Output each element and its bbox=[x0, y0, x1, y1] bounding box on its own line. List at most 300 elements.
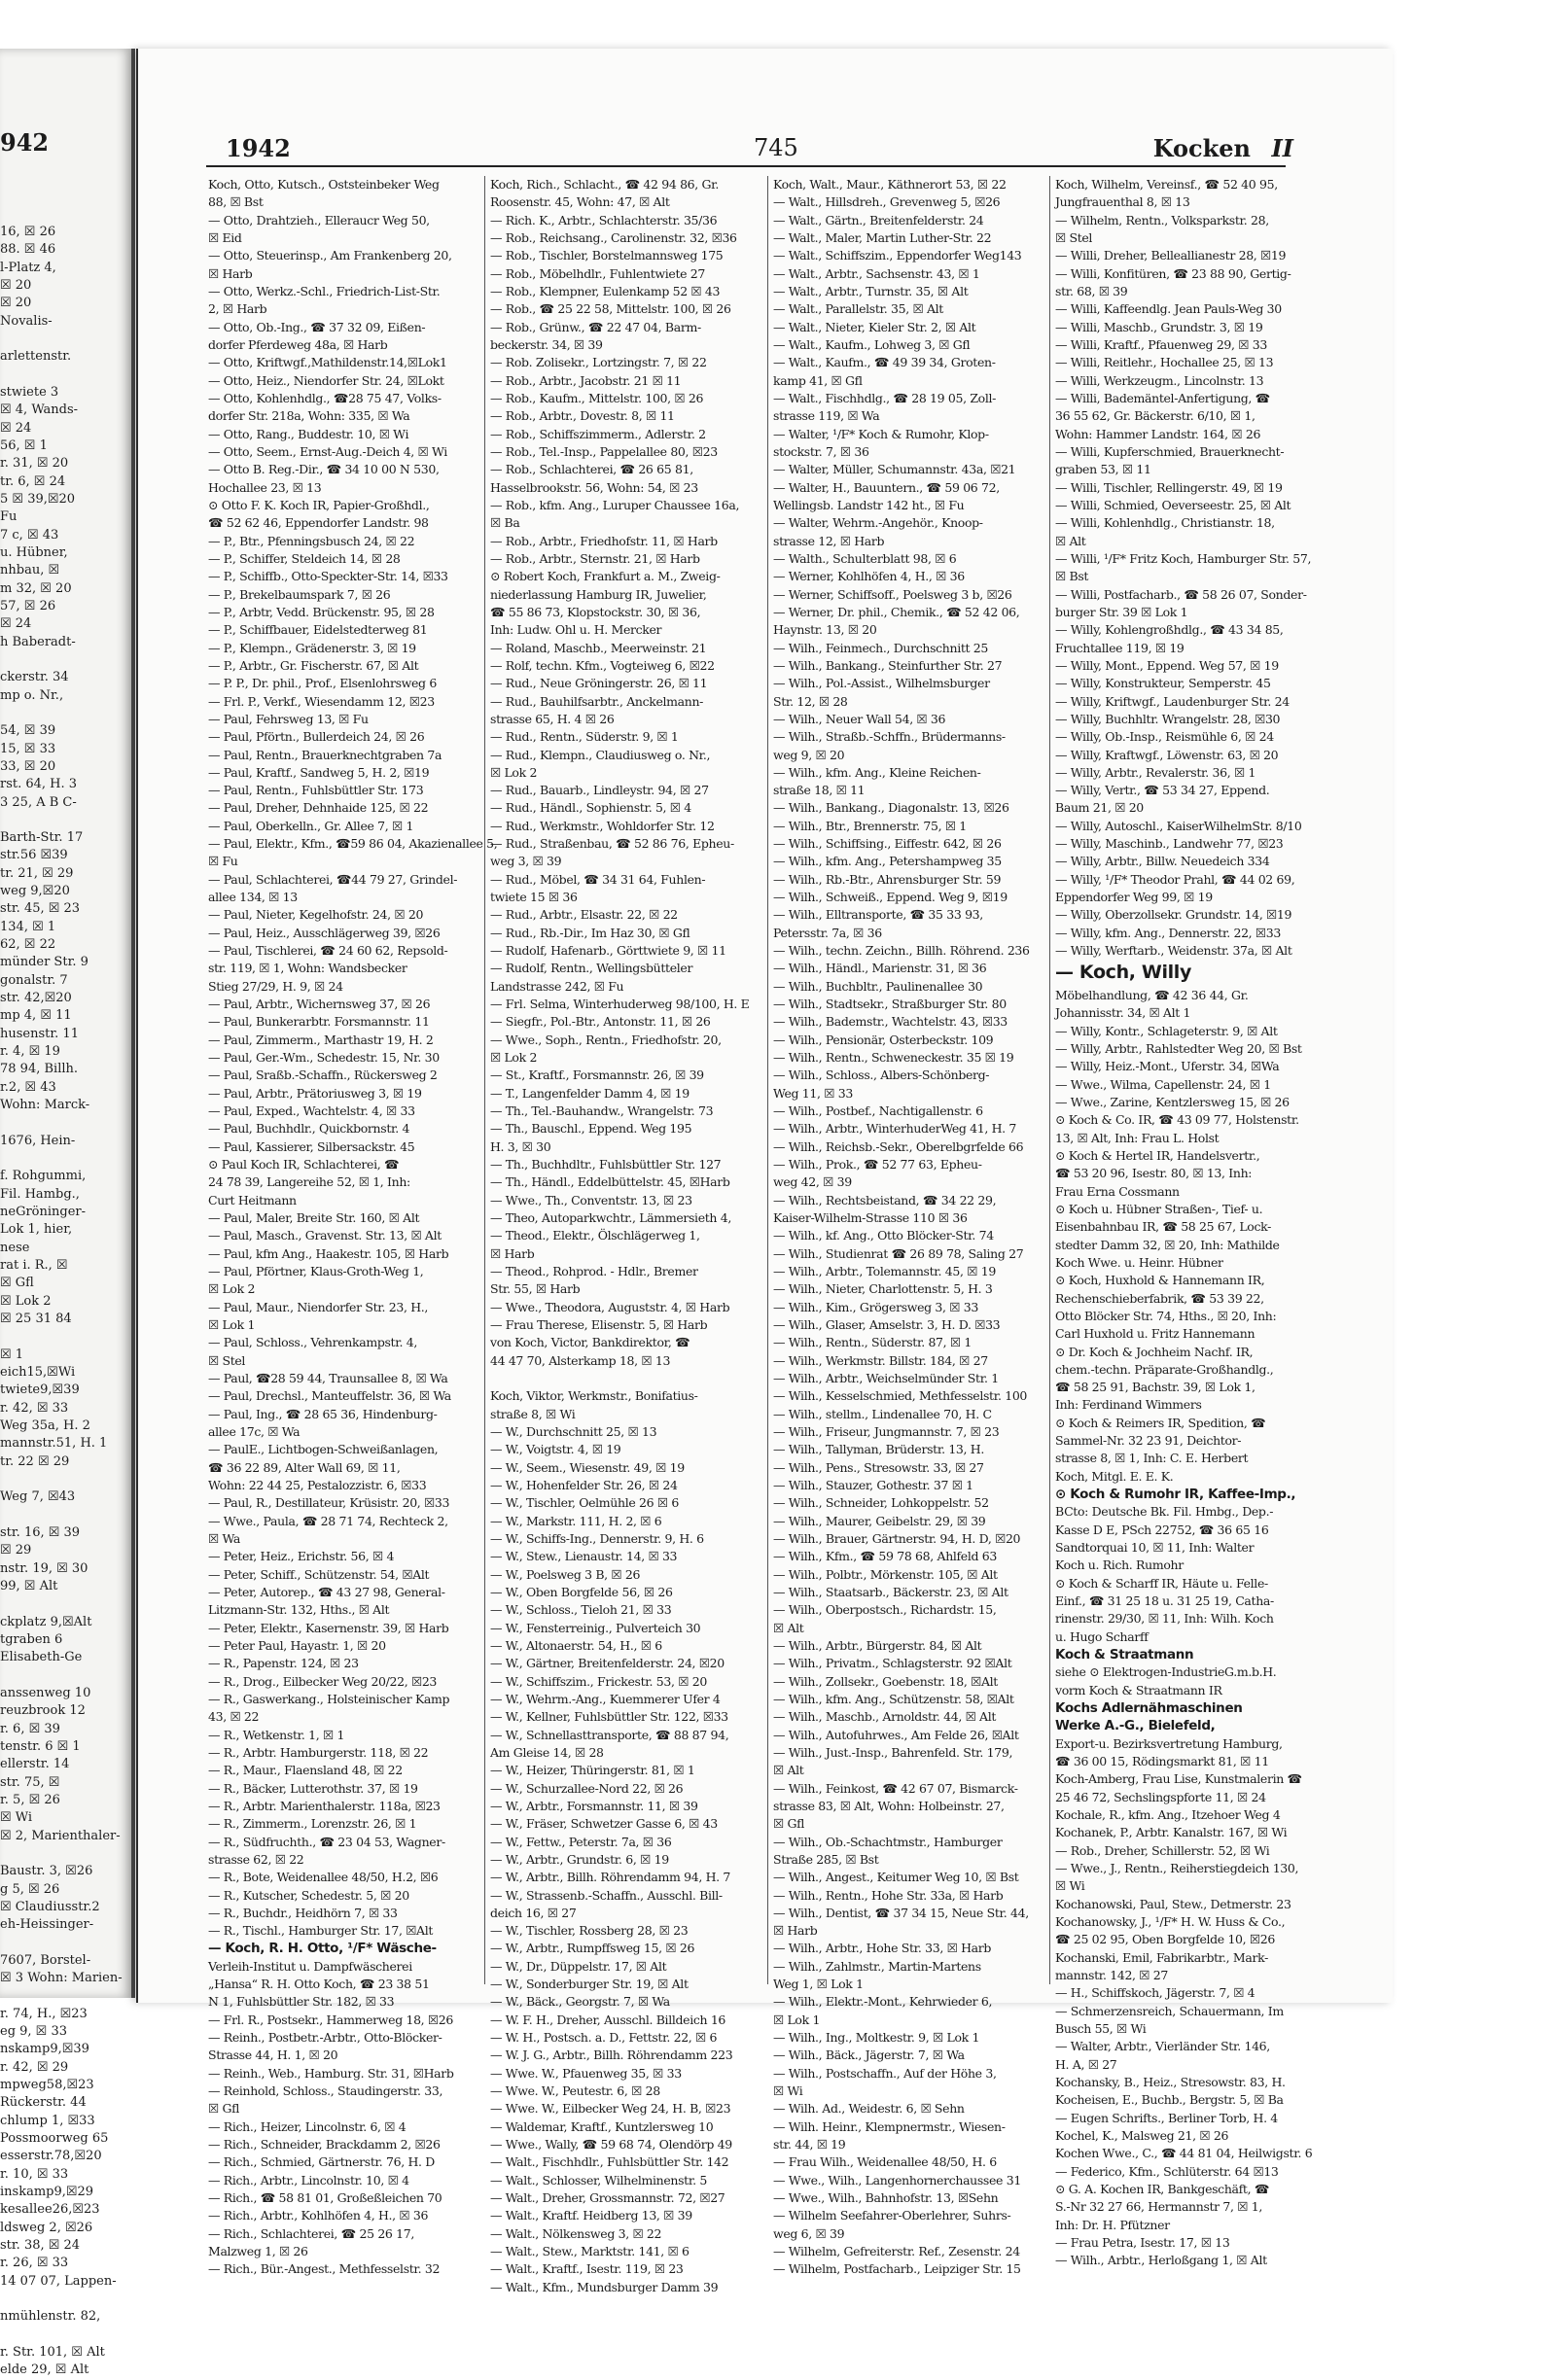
directory-entry-line: — Otto, Seem., Ernst-Aug.-Deich 4, ☒ Wi bbox=[208, 443, 447, 459]
directory-entry-line: siehe ⊙ Elektrogen-IndustrieG.m.b.H. bbox=[1055, 1664, 1277, 1680]
directory-entry-line: Petersstr. 7a, ☒ 36 bbox=[773, 925, 882, 940]
directory-entry-line: — Paul, Drechsl., Manteuffelstr. 36, ☒ Wa bbox=[208, 1388, 451, 1404]
directory-entry-line: — Wilh., Ing., Moltkestr. 9, ☒ Lok 1 bbox=[773, 2030, 980, 2046]
directory-entry-line: — Wilh., Just.-Insp., Bahrenfeld. Str. 179, bbox=[773, 1744, 1013, 1760]
left-page-line: Baustr. 3, ☒26 bbox=[0, 1864, 93, 1879]
directory-entry-line: — Rob., Tel.-Insp., Pappelallee 80, ☒23 bbox=[490, 443, 718, 459]
left-page-line: str. 42,☒20 bbox=[0, 991, 72, 1006]
directory-entry-line: — Willi, Postfacharb., ☎ 58 26 07, Sonder- bbox=[1055, 586, 1307, 602]
directory-entry-line: — Wilh., Arbtr., Tolemannstr. 45, ☒ 19 bbox=[773, 1264, 996, 1279]
left-page-line: ☒ Claudiusstr.2 bbox=[0, 1899, 100, 1914]
directory-entry-line: u. Hugo Scharff bbox=[1055, 1628, 1149, 1644]
directory-entry-line: — Willy, Vertr., ☎ 53 34 27, Eppend. bbox=[1055, 783, 1270, 798]
left-page-line: Elisabeth-Ge bbox=[0, 1650, 83, 1665]
left-page-line bbox=[0, 1150, 128, 1168]
directory-entry-line: — W., Oben Borgfelde 56, ☒ 26 bbox=[490, 1584, 673, 1599]
directory-entry-line: Eppendorfer Weg 99, ☒ 19 bbox=[1055, 890, 1213, 905]
directory-entry-line: — Wilh., Zahlmstr., Martin-Martens bbox=[773, 1958, 981, 1974]
directory-entry-line: — Eugen Schrifts., Berliner Torb, H. 4 bbox=[1055, 2110, 1278, 2125]
directory-entry-line: — Rich., Arbtr., Lincolnstr. 10, ☒ 4 bbox=[208, 2172, 409, 2188]
left-page-line bbox=[0, 1935, 128, 1952]
directory-entry-line: 43, ☒ 22 bbox=[208, 1709, 260, 1725]
directory-entry-line: ⊙ Koch & Co. IR, ☎ 43 09 77, Holstenstr. bbox=[1055, 1112, 1299, 1128]
directory-entry-line: — Willy, Oberzollsekr. Grundstr. 14, ☒19 bbox=[1055, 907, 1292, 923]
directory-entry-line: — Paul, Buchhdlr., Quickbornstr. 4 bbox=[208, 1121, 410, 1137]
directory-entry-line: — Wilh., Kfm., ☎ 59 78 68, Ahlfeld 63 bbox=[773, 1549, 997, 1564]
left-page-line: 78 94, Billh. bbox=[0, 1062, 79, 1077]
directory-entry-line: — Theod., Elektr., Ölschlägerweg 1, bbox=[490, 1228, 700, 1243]
directory-entry-line: Koch, Walt., Maur., Käthnerort 53, ☒ 22 bbox=[773, 177, 1007, 192]
directory-entry-line: Kochansky, B., Heiz., Stresowstr. 83, H. bbox=[1055, 2074, 1286, 2089]
directory-entry-line: Weg 1, ☒ Lok 1 bbox=[773, 1977, 864, 1992]
directory-entry-line: Kaiser-Wilhelm-Strasse 110 ☒ 36 bbox=[773, 1210, 968, 1226]
left-page-line: ckerstr. 34 bbox=[0, 670, 69, 685]
left-page-line: nskamp9,☒39 bbox=[0, 2042, 89, 2057]
directory-entry-line: — H., Schiffskoch, Jägerstr. 7, ☒ 4 bbox=[1055, 1985, 1255, 2001]
left-page-line: Fil. Hambg., bbox=[0, 1186, 80, 1202]
directory-entry-line: — Paul, Dreher, Dehnhaide 125, ☒ 22 bbox=[208, 800, 429, 816]
directory-entry-line: — Willi, Kupferschmied, Brauerknecht- bbox=[1055, 443, 1285, 459]
directory-entry-line: — Paul, Pförtner, Klaus-Groth-Weg 1, bbox=[208, 1264, 424, 1279]
directory-entry-line: — Wilh., Pensionär, Osterbeckstr. 109 bbox=[773, 1032, 994, 1047]
directory-entry-line: — W., Schiffszim., Frickestr. 53, ☒ 20 bbox=[490, 1673, 707, 1689]
directory-entry-line: — Schmerzensreich, Schauermann, Im bbox=[1055, 2003, 1284, 2018]
directory-entry-line: — Rud., Rb.-Dir., Im Haz 30, ☒ Gfl bbox=[490, 925, 690, 940]
left-page-line: ☒ 2, Marienthaler- bbox=[0, 1828, 121, 1843]
directory-entry-line: — P., Arbtr, Vedd. Brückenstr. 95, ☒ 28 bbox=[208, 604, 435, 619]
directory-entry-line: — Wilh., Stadtsekr., Straßburger Str. 80 bbox=[773, 997, 1007, 1012]
directory-entry-line: — Waldemar, Kraftf., Kuntzlersweg 10 bbox=[490, 2118, 714, 2134]
directory-entry-line: twiete 15 ☒ 36 bbox=[490, 890, 578, 905]
directory-entry-line: str. 119, ☒ 1, Wohn: Wandsbecker bbox=[208, 961, 407, 976]
directory-entry-line: Export-u. Bezirksvertretung Hamburg, bbox=[1055, 1735, 1283, 1751]
directory-entry-line: — Rud., Bauhilfsarbtr., Anckelmann- bbox=[490, 693, 704, 709]
directory-entry-line: ☒ Alt bbox=[1055, 533, 1086, 548]
left-page-line bbox=[0, 2291, 128, 2308]
directory-entry-line: — Wilh., Arbtr., Bürgerstr. 84, ☒ Alt bbox=[773, 1637, 982, 1653]
directory-entry-line: — Walt., Schiffszim., Eppendorfer Weg143 bbox=[773, 248, 1022, 263]
left-page-line: eg 9, ☒ 33 bbox=[0, 2024, 68, 2040]
directory-entry-line: — PaulE., Lichtbogen-Schweißanlagen, bbox=[208, 1442, 439, 1457]
left-page-line bbox=[0, 1507, 128, 1524]
directory-entry-line: — Walt., Stew., Marktstr. 141, ☒ 6 bbox=[490, 2244, 690, 2259]
directory-entry-line: Frau Erna Cossmann bbox=[1055, 1183, 1180, 1199]
directory-entry-line: — Rob. Zolisekr., Lortzingstr. 7, ☒ 22 bbox=[490, 355, 707, 370]
directory-entry-line: — Walter, Müller, Schumannstr. 43a, ☒21 bbox=[773, 462, 1016, 477]
directory-entry-line: ⊙ Koch & Rumohr IR, Kaffee-Imp., bbox=[1055, 1487, 1296, 1503]
directory-entry-line: — Rud., Händl., Sophienstr. 5, ☒ 4 bbox=[490, 800, 691, 816]
directory-entry-line: — Rich., Schneider, Brackdamm 2, ☒26 bbox=[208, 2137, 441, 2152]
directory-entry-line: — Wwe., Wally, ☎ 59 68 74, Olendörp 49 bbox=[490, 2137, 732, 2152]
directory-entry-line: — W., Strassenb.-Schaffn., Ausschl. Bill- bbox=[490, 1887, 723, 1903]
directory-entry-line: — Otto, Kriftwgf.,Mathildenstr.14,☒Lok1 bbox=[208, 355, 447, 370]
directory-entry-line: — Willy, kfm. Ang., Dennerstr. 22, ☒33 bbox=[1055, 925, 1281, 940]
left-page-line: str. 16, ☒ 39 bbox=[0, 1524, 81, 1540]
directory-entry-line: — P., Arbtr., Gr. Fischerstr. 67, ☒ Alt bbox=[208, 657, 419, 673]
directory-entry-line: — Willy, Kriftwgf., Laudenburger Str. 24 bbox=[1055, 693, 1290, 709]
directory-entry-line: Fruchtallee 119, ☒ 19 bbox=[1055, 640, 1185, 655]
left-page-line: 54, ☒ 39 bbox=[0, 723, 56, 739]
directory-entry-line: Kocheisen, E., Buchb., Bergstr. 5, ☒ Ba bbox=[1055, 2092, 1284, 2108]
left-page-line bbox=[0, 651, 128, 669]
directory-entry-line: — Paul, Fehrsweg 13, ☒ Fu bbox=[208, 711, 369, 726]
directory-entry-line: Straße 285, ☒ Bst bbox=[773, 1851, 879, 1867]
left-page-line: Possmoorweg 65 bbox=[0, 2131, 109, 2147]
directory-entry-line: — Rud., Möbel, ☎ 34 31 64, Fuhlen- bbox=[490, 871, 706, 887]
left-page-line: elde 29, ☒ Alt bbox=[0, 2362, 89, 2378]
left-page-line: ☒ Gfl bbox=[0, 1276, 34, 1291]
directory-entry-line: Hochallee 23, ☒ 13 bbox=[208, 479, 322, 495]
left-page-line: rat i. R., ☒ bbox=[0, 1258, 68, 1274]
directory-entry-line: — Wilh., Rentn., Süderstr. 87, ☒ 1 bbox=[773, 1335, 972, 1350]
directory-entry-line: — Peter, Schiff., Schützenstr. 54, ☒Alt bbox=[208, 1566, 430, 1582]
directory-entry-line: — Willy, Autoschl., KaiserWilhelmStr. 8/10 bbox=[1055, 818, 1302, 833]
left-page-line bbox=[0, 1595, 128, 1613]
directory-entry-line: Wellingsb. Landstr 142 ht., ☒ Fu bbox=[773, 497, 965, 512]
directory-entry-line: H. 3, ☒ 30 bbox=[490, 1138, 551, 1154]
directory-entry-line: Wohn: Hammer Landstr. 164, ☒ 26 bbox=[1055, 426, 1261, 441]
directory-entry-line: — Wilh., Schweiß., Eppend. Weg 9, ☒19 bbox=[773, 890, 1008, 905]
directory-entry-line: Carl Huxhold u. Fritz Hannemann bbox=[1055, 1326, 1255, 1342]
left-page-line: r. 26, ☒ 33 bbox=[0, 2256, 69, 2271]
directory-entry-line: — W., Kellner, Fuhlsbüttler Str. 122, ☒33 bbox=[490, 1709, 728, 1725]
directory-entry-line: — Walter, Arbtr., Vierländer Str. 146, bbox=[1055, 2039, 1270, 2054]
directory-entry-line: — W., Arbtr., Grundstr. 6, ☒ 19 bbox=[490, 1851, 669, 1867]
directory-entry-line: — W., Schloss., Tieloh 21, ☒ 33 bbox=[490, 1602, 672, 1618]
directory-entry-line: 13, ☒ Alt, Inh: Frau L. Holst bbox=[1055, 1130, 1220, 1145]
directory-entry-line: — Wwe. W., Pfauenweg 35, ☒ 33 bbox=[490, 2065, 682, 2081]
directory-entry-line: — Wwe., Wilh., Langenhornerchaussee 31 bbox=[773, 2172, 1021, 2188]
directory-entry-line: straße 8, ☒ Wi bbox=[490, 1406, 576, 1421]
directory-entry-line: — Paul, Rentn., Fuhlsbüttler Str. 173 bbox=[208, 783, 424, 798]
directory-entry-line: — Wilh., Stauzer, Gothestr. 37 ☒ 1 bbox=[773, 1477, 973, 1492]
left-page-line: u. Hübner, bbox=[0, 544, 68, 560]
directory-entry-line: — Wilh., Schloss., Albers-Schönberg- bbox=[773, 1068, 990, 1083]
left-page-line: anssenweg 10 bbox=[0, 1685, 91, 1700]
directory-entry-line: — Wilh., Schneider, Lohkoppelstr. 52 bbox=[773, 1495, 989, 1511]
left-page-line: mp o. Nr., bbox=[0, 687, 64, 703]
directory-entry-line: — T., Langenfelder Damm 4, ☒ 19 bbox=[490, 1085, 690, 1101]
left-page-fragment bbox=[0, 49, 135, 2378]
directory-entry-line: — W., Heizer, Thüringerstr. 81, ☒ 1 bbox=[490, 1763, 695, 1778]
directory-entry-line: — Willy, Arbtr., Billw. Neuedeich 334 bbox=[1055, 854, 1270, 869]
column-divider bbox=[484, 176, 485, 1984]
directory-entry-line: — Wilh., Neuer Wall 54, ☒ 36 bbox=[773, 711, 946, 726]
column-divider bbox=[767, 176, 768, 1984]
directory-entry-line: — Otto, Ob.-Ing., ☎ 37 32 09, Eißen- bbox=[208, 319, 426, 334]
directory-entry-line: ☒ Gfl bbox=[773, 1816, 805, 1832]
column-divider bbox=[1049, 176, 1050, 1984]
directory-entry-line: Strasse 44, H. 1, ☒ 20 bbox=[208, 2048, 338, 2063]
directory-entry-line: — Walter, H., Bauuntern., ☎ 59 06 72, bbox=[773, 479, 1000, 495]
directory-entry-line: — Wwe. W., Peutestr. 6, ☒ 28 bbox=[490, 2083, 660, 2099]
left-page-line: ☒ 1 bbox=[0, 1347, 24, 1362]
directory-entry-line: strasse 12, ☒ Harb bbox=[773, 533, 885, 548]
directory-entry-line: — Rich. K., Arbtr., Schlachterstr. 35/36 bbox=[490, 212, 718, 228]
directory-entry-line: — Wwe., J., Rentn., Reiherstiegdeich 130, bbox=[1055, 1861, 1299, 1876]
directory-entry-line: Kochanowski, Paul, Stew., Detmerstr. 23 bbox=[1055, 1896, 1291, 1911]
directory-entry-line: Werke A.-G., Bielefeld, bbox=[1055, 1718, 1216, 1734]
directory-entry-line: — W., Poelsweg 3 B, ☒ 26 bbox=[490, 1566, 641, 1582]
directory-entry-line: weg 3, ☒ 39 bbox=[490, 854, 562, 869]
directory-entry-line: Koch-Amberg, Frau Lise, Kunstmalerin ☎ bbox=[1055, 1771, 1302, 1787]
left-page-line: h Baberadt- bbox=[0, 634, 76, 649]
directory-entry-line: — W., Hohenfelder Str. 26, ☒ 24 bbox=[490, 1477, 678, 1492]
directory-entry-line: ☒ Stel bbox=[208, 1352, 246, 1368]
directory-entry-line: — Frl. P., Verkf., Wiesendamm 12, ☒23 bbox=[208, 693, 435, 709]
directory-entry-line: 25 46 72, Sechslingspforte 11, ☒ 24 bbox=[1055, 1789, 1266, 1804]
directory-entry-line: — Theod., Rohprod. - Hdlr., Bremer bbox=[490, 1264, 698, 1279]
left-page-line: nstr. 19, ☒ 30 bbox=[0, 1560, 88, 1576]
directory-entry-line: — Wilh., Schiffsing., Eiffestr. 642, ☒ 26 bbox=[773, 836, 1002, 852]
directory-entry-line: — Willi, Schmied, Oeverseestr. 25, ☒ Alt bbox=[1055, 497, 1291, 512]
directory-entry-line: — W., Voigtstr. 4, ☒ 19 bbox=[490, 1442, 621, 1457]
directory-entry-line: ☎ 53 20 96, Isestr. 80, ☒ 13, Inh: bbox=[1055, 1166, 1253, 1181]
directory-entry-line: dorfer Pferdeweg 48a, ☒ Harb bbox=[208, 336, 388, 352]
directory-entry-line: — Willy, Arbtr., Rahlstedter Weg 20, ☒ Bst bbox=[1055, 1040, 1302, 1056]
directory-entry-line: ☒ Harb bbox=[208, 265, 253, 281]
left-page-line: 99, ☒ Alt bbox=[0, 1578, 58, 1593]
left-page-year: 942 bbox=[0, 128, 50, 157]
left-page-line: arlettenstr. bbox=[0, 349, 72, 365]
directory-entry-line: — Willi, Tischler, Rellingerstr. 49, ☒ 19 bbox=[1055, 479, 1283, 495]
directory-entry-line: — Wilh., kf. Ang., Otto Blöcker-Str. 74 bbox=[773, 1228, 994, 1243]
directory-entry-line: Wohn: 22 44 25, Pestalozzistr. 6, ☒33 bbox=[208, 1477, 427, 1492]
guide-word: Kocken bbox=[1152, 134, 1251, 162]
directory-entry-line: — W., Altonaerstr. 54, H., ☒ 6 bbox=[490, 1637, 662, 1653]
directory-entry-line: — Willy, Arbtr., Revalerstr. 36, ☒ 1 bbox=[1055, 764, 1256, 780]
directory-entry-line: — Willi, Maschb., Grundstr. 3, ☒ 19 bbox=[1055, 319, 1263, 334]
directory-entry-line: Stieg 27/29, H. 9, ☒ 24 bbox=[208, 978, 343, 994]
left-page-line: 88. ☒ 46 bbox=[0, 242, 56, 258]
left-page-line: ☒ 4, Wands- bbox=[0, 402, 79, 418]
directory-entry-line: — R., Arbtr. Marienthalerstr. 118a, ☒23 bbox=[208, 1798, 441, 1813]
directory-entry-line: — Wilh., Privatm., Schlagsterstr. 92 ☒Alt bbox=[773, 1656, 1012, 1671]
left-page-line: ☒ Wi bbox=[0, 1810, 33, 1826]
directory-entry-line: — Wilh., Zollsekr., Goebenstr. 18, ☒Alt bbox=[773, 1673, 998, 1689]
left-page-line: ☒ 20 bbox=[0, 277, 32, 293]
directory-entry-line: weg 6, ☒ 39 bbox=[773, 2225, 845, 2241]
left-page-line: eh-Heissinger- bbox=[0, 1917, 94, 1933]
directory-entry-line: Sandtorquai 10, ☒ 11, Inh: Walter bbox=[1055, 1540, 1255, 1556]
directory-entry-line: — Wilh., Rentn., Hohe Str. 33a, ☒ Harb bbox=[773, 1887, 1004, 1903]
directory-entry-line: strasse 62, ☒ 22 bbox=[208, 1851, 304, 1867]
directory-entry-line: — R., Zimmerm., Lorenzstr. 26, ☒ 1 bbox=[208, 1816, 417, 1832]
directory-entry-line: — W., Bäck., Georgstr. 7, ☒ Wa bbox=[490, 1994, 670, 2010]
directory-entry-line: — Wilh., Elltransporte, ☎ 35 33 93, bbox=[773, 907, 983, 923]
left-page-line: nese bbox=[0, 1240, 30, 1255]
directory-entry-line: 2, ☒ Harb bbox=[208, 301, 267, 317]
directory-entry-line: — R., Arbtr. Hamburgerstr. 118, ☒ 22 bbox=[208, 1744, 429, 1760]
directory-entry-line: — P. P., Dr. phil., Prof., Elsenlohrsweg 6 bbox=[208, 676, 437, 691]
directory-entry-line: — Rich., Schlachterei, ☎ 25 26 17, bbox=[208, 2225, 414, 2241]
left-page-line: ☒ 29 bbox=[0, 1543, 32, 1558]
directory-entry-line: ☎ 36 22 89, Alter Wall 69, ☒ 11, bbox=[208, 1459, 401, 1475]
left-page-line: inskamp9,☒29 bbox=[0, 2185, 94, 2200]
directory-entry-line: — Wilh., Prok., ☎ 52 77 63, Epheu- bbox=[773, 1157, 982, 1172]
directory-entry-line: — Walt., Kaufm., ☎ 49 39 34, Groten- bbox=[773, 355, 996, 370]
directory-entry-line: — Willi, ¹/F* Fritz Koch, Hamburger Str. 57, bbox=[1055, 550, 1312, 566]
directory-entry-line: — Rob., Tischler, Borstelmannsweg 175 bbox=[490, 248, 724, 263]
left-page-line: mannstr.51, H. 1 bbox=[0, 1436, 108, 1452]
directory-entry-line: Roosenstr. 45, Wohn: 47, ☒ Alt bbox=[490, 194, 670, 210]
directory-entry-line: — Walt., Kraftf., Isestr. 119, ☒ 23 bbox=[490, 2261, 684, 2277]
directory-entry-line: ⊙ Dr. Koch & Jochheim Nachf. IR, bbox=[1055, 1344, 1254, 1359]
directory-entry-line: Hasselbrookstr. 56, Wohn: 54, ☒ 23 bbox=[490, 479, 698, 495]
directory-entry-line: ⊙ Paul Koch IR, Schlachterei, ☎ bbox=[208, 1157, 400, 1172]
directory-entry-line: — Paul, Arbtr., Wichernsweg 37, ☒ 26 bbox=[208, 997, 431, 1012]
directory-entry-line: deich 16, ☒ 27 bbox=[490, 1905, 577, 1920]
directory-entry-line: — Walt., Maler, Martin Luther-Str. 22 bbox=[773, 229, 992, 245]
left-page-line bbox=[0, 331, 128, 348]
left-page-line: l-Platz 4, bbox=[0, 260, 56, 275]
directory-entry-line: — Werner, Kohlhöfen 4, H., ☒ 36 bbox=[773, 569, 965, 584]
directory-entry-line: — Rob., Dreher, Schillerstr. 52, ☒ Wi bbox=[1055, 1842, 1270, 1858]
directory-entry-line: — W., Schiffs-Ing., Dennerstr. 9, H. 6 bbox=[490, 1530, 704, 1546]
directory-entry-line: Koch, Otto, Kutsch., Oststeinbeker Weg bbox=[208, 177, 440, 192]
directory-entry-line: — R., Kutscher, Schedestr. 5, ☒ 20 bbox=[208, 1887, 409, 1903]
directory-entry-line: — Paul, Rentn., Brauerknechtgraben 7a bbox=[208, 747, 442, 762]
directory-entry-line: — Th., Buchhdltr., Fuhlsbüttler Str. 127 bbox=[490, 1157, 722, 1172]
directory-entry-line: — Walt., Nieter, Kieler Str. 2, ☒ Alt bbox=[773, 319, 976, 334]
left-page-line: 57, ☒ 26 bbox=[0, 598, 56, 613]
directory-entry-line: — Paul, Masch., Gravenst. Str. 13, ☒ Alt bbox=[208, 1228, 442, 1243]
directory-entry-line: Koch u. Rich. Rumohr bbox=[1055, 1558, 1184, 1573]
left-page-line: ☒ 24 bbox=[0, 420, 32, 436]
directory-entry-line: Inh: Dr. H. Pfützner bbox=[1055, 2217, 1170, 2232]
directory-entry-line: ⊙ Koch & Hertel IR, Handelsvertr., bbox=[1055, 1147, 1260, 1163]
directory-entry-line: — Rob., Kaufm., Mittelstr. 100, ☒ 26 bbox=[490, 390, 704, 405]
left-page-line bbox=[0, 1114, 128, 1132]
directory-entry-line: 36 55 62, Gr. Bäckerstr. 6/10, ☒ 1, bbox=[1055, 408, 1255, 424]
left-page-line: r. 4, ☒ 19 bbox=[0, 1044, 60, 1060]
directory-entry-line: — Rolf, techn. Kfm., Vogteiweg 6, ☒22 bbox=[490, 657, 715, 673]
directory-entry-line: stedter Damm 32, ☒ 20, Inh: Mathilde bbox=[1055, 1237, 1280, 1252]
directory-entry-line: — Wilh., Ob.-Schachtmstr., Hamburger bbox=[773, 1834, 1003, 1849]
left-page-line: 56, ☒ 1 bbox=[0, 438, 48, 453]
header-rule bbox=[206, 165, 1286, 167]
left-page-line bbox=[0, 2327, 128, 2344]
directory-entry-line: — Frl. R., Postsekr., Hammerweg 18, ☒26 bbox=[208, 2012, 453, 2027]
left-page-line: ellerstr. 14 bbox=[0, 1757, 70, 1772]
directory-entry-line: strasse 119, ☒ Wa bbox=[773, 408, 880, 424]
directory-entry-line: — Wilh., stellm., Lindenallee 70, H. C bbox=[773, 1406, 992, 1421]
directory-entry-line: — Willi, Reitlehr., Hochallee 25, ☒ 13 bbox=[1055, 355, 1274, 370]
directory-entry-line: — Paul, Zimmerm., Marthastr 19, H. 2 bbox=[208, 1032, 434, 1047]
directory-entry-line: — Wilh., Händl., Marienstr. 31, ☒ 36 bbox=[773, 961, 987, 976]
directory-entry-line: ⊙ Koch & Reimers IR, Spedition, ☎ bbox=[1055, 1415, 1266, 1430]
directory-entry-line: — W., Arbtr., Forsmannstr. 11, ☒ 39 bbox=[490, 1798, 698, 1813]
directory-entry-line: — Rud., Neue Gröningerstr. 26, ☒ 11 bbox=[490, 676, 708, 691]
directory-entry-line: — Rudolf, Hafenarb., Görttwiete 9, ☒ 11 bbox=[490, 943, 726, 959]
directory-entry-line: — R., Wetkenstr. 1, ☒ 1 bbox=[208, 1727, 345, 1742]
left-page-line: r. 5, ☒ 26 bbox=[0, 1792, 60, 1807]
directory-entry-line: — R., Bäcker, Lutterothstr. 37, ☒ 19 bbox=[208, 1780, 418, 1796]
left-page-line: tgraben 6 bbox=[0, 1631, 63, 1647]
directory-entry-line: — Walter, ¹/F* Koch & Rumohr, Klop- bbox=[773, 426, 989, 441]
left-page-line: Wohn: Marck- bbox=[0, 1098, 90, 1113]
directory-entry-line: ☒ Harb bbox=[773, 1923, 818, 1939]
left-page-line: eich15,☒Wi bbox=[0, 1365, 76, 1380]
directory-entry-line: weg 9, ☒ 20 bbox=[773, 747, 845, 762]
directory-entry-line: Kochanski, Emil, Fabrikarbtr., Mark- bbox=[1055, 1949, 1268, 1965]
directory-entry-line: — Paul, Kassierer, Silbersackstr. 45 bbox=[208, 1138, 415, 1154]
directory-entry-line: — Wilh. Ad., Weidestr. 6, ☒ Sehn bbox=[773, 2101, 965, 2117]
directory-entry-line: — P., Btr., Pfenningsbusch 24, ☒ 22 bbox=[208, 533, 415, 548]
directory-entry-line: straße 18, ☒ 11 bbox=[773, 783, 866, 798]
directory-entry-line: — Wwe., Theodora, Auguststr. 4, ☒ Harb bbox=[490, 1299, 730, 1314]
directory-entry-line: ⊙ Koch & Scharff IR, Häute u. Felle- bbox=[1055, 1575, 1268, 1591]
directory-entry-line: ☒ Eid bbox=[208, 229, 242, 245]
directory-entry-line: ☒ Alt bbox=[773, 1763, 804, 1778]
directory-entry-line: — Rud., Werkmstr., Wohldorfer Str. 12 bbox=[490, 818, 715, 833]
directory-entry-line: Sammel-Nr. 32 23 91, Deichtor- bbox=[1055, 1433, 1242, 1449]
directory-entry-line: — Paul, Tischlerei, ☎ 24 60 62, Repsold- bbox=[208, 943, 448, 959]
directory-entry-line: — Wilh., Friseur, Jungmannstr. 7, ☒ 23 bbox=[773, 1423, 1000, 1439]
directory-entry-line: — Wilh., Pens., Stresowstr. 33, ☒ 27 bbox=[773, 1459, 984, 1475]
directory-entry-line: vorm Koch & Straatmann IR bbox=[1055, 1682, 1222, 1698]
left-page-line: twiete9,☒39 bbox=[0, 1382, 80, 1398]
directory-entry-line: ☒ Wa bbox=[208, 1530, 240, 1546]
directory-entry-line: — Otto B. Reg.-Dir., ☎ 34 10 00 N 530, bbox=[208, 462, 440, 477]
directory-entry-line: strasse 65, H. 4 ☒ 26 bbox=[490, 711, 615, 726]
directory-entry-line: allee 17c, ☒ Wa bbox=[208, 1423, 301, 1439]
directory-entry-line: — Wilh., Oberpostsch., Richardstr. 15, bbox=[773, 1602, 997, 1618]
left-page-line: mpweg58,☒23 bbox=[0, 2078, 94, 2093]
left-page-line: 1676, Hein- bbox=[0, 1133, 76, 1148]
directory-entry-line: — Wilh., Postschaffn., Auf der Höhe 3, bbox=[773, 2065, 997, 2081]
directory-entry-line: — W., Stew., Lienaustr. 14, ☒ 33 bbox=[490, 1549, 678, 1564]
directory-entry-line: ☒ Lok 2 bbox=[490, 764, 538, 780]
left-page-line: r. 42, ☒ 29 bbox=[0, 2059, 69, 2075]
directory-entry-line: str. 44, ☒ 19 bbox=[773, 2137, 846, 2152]
directory-entry-line: Str. 12, ☒ 28 bbox=[773, 693, 848, 709]
directory-entry-line: — Paul, Oberkelln., Gr. Allee 7, ☒ 1 bbox=[208, 818, 414, 833]
directory-entry-line: — Walt., Kraftf. Heidberg 13, ☒ 39 bbox=[490, 2208, 692, 2223]
sheet-number: II bbox=[1271, 134, 1293, 162]
directory-entry-line: — Rob., Schiffszimmerm., Adlerstr. 2 bbox=[490, 426, 706, 441]
directory-entry-line: — Willy, Maschinb., Landwehr 77, ☒23 bbox=[1055, 836, 1284, 852]
left-page-line: r. Str. 101, ☒ Alt bbox=[0, 2345, 105, 2361]
left-page-line bbox=[0, 1987, 128, 2005]
directory-entry-line: — Wwe., Paula, ☎ 28 71 74, Rechteck 2, bbox=[208, 1513, 448, 1528]
left-page-line: husenstr. 11 bbox=[0, 1026, 79, 1041]
directory-entry-line: — Rob., Möbelhdlr., Fuhlentwiete 27 bbox=[490, 265, 706, 281]
directory-entry-line: — Peter, Autorep., ☎ 43 27 98, General- bbox=[208, 1584, 445, 1599]
directory-entry-line: — Willi, Dreher, Belleallianestr 28, ☒19 bbox=[1055, 248, 1287, 263]
directory-entry-line: — Willy, Werftarb., Weidenstr. 37a, ☒ Alt bbox=[1055, 943, 1292, 959]
directory-entry-line: — R., Südfruchth., ☎ 23 04 53, Wagner- bbox=[208, 1834, 445, 1849]
directory-entry-line: — Willy, Mont., Eppend. Weg 57, ☒ 19 bbox=[1055, 657, 1279, 673]
left-page-line: nhbau, ☒ bbox=[0, 563, 60, 578]
directory-entry-line: — Wilh., Brauer, Gärtnerstr. 94, H. D, ☒20 bbox=[773, 1530, 1021, 1546]
left-page-line: r. 31, ☒ 20 bbox=[0, 456, 69, 472]
left-page-line: münder Str. 9 bbox=[0, 955, 88, 970]
left-page-line: 62, ☒ 22 bbox=[0, 937, 56, 953]
directory-entry-line: — Wilh., Studienrat ☎ 26 89 78, Saling 27 bbox=[773, 1245, 1024, 1261]
left-page-line: tenstr. 6 ☒ 1 bbox=[0, 1738, 81, 1754]
left-page-line bbox=[0, 1328, 128, 1346]
directory-entry-line: — Walter, Wehrm.-Angehör., Knoop- bbox=[773, 515, 983, 531]
directory-entry-line: — W., Wehrm.-Ang., Kuemmerer Ufer 4 bbox=[490, 1691, 721, 1706]
directory-entry-line: — Werner, Schiffsoff., Poelsweg 3 b, ☒26 bbox=[773, 586, 1012, 602]
left-page-line: g 5, ☒ 26 bbox=[0, 1881, 60, 1897]
directory-entry-line: — Otto, Drahtzieh., Elleraucr Weg 50, bbox=[208, 212, 430, 228]
left-page-line bbox=[0, 1471, 128, 1488]
directory-entry-line: — W., Schurzallee-Nord 22, ☒ 26 bbox=[490, 1780, 684, 1796]
left-page-line: tr. 21, ☒ 29 bbox=[0, 865, 74, 881]
directory-entry-line: — P., Brekelbaumspark 7, ☒ 26 bbox=[208, 586, 391, 602]
